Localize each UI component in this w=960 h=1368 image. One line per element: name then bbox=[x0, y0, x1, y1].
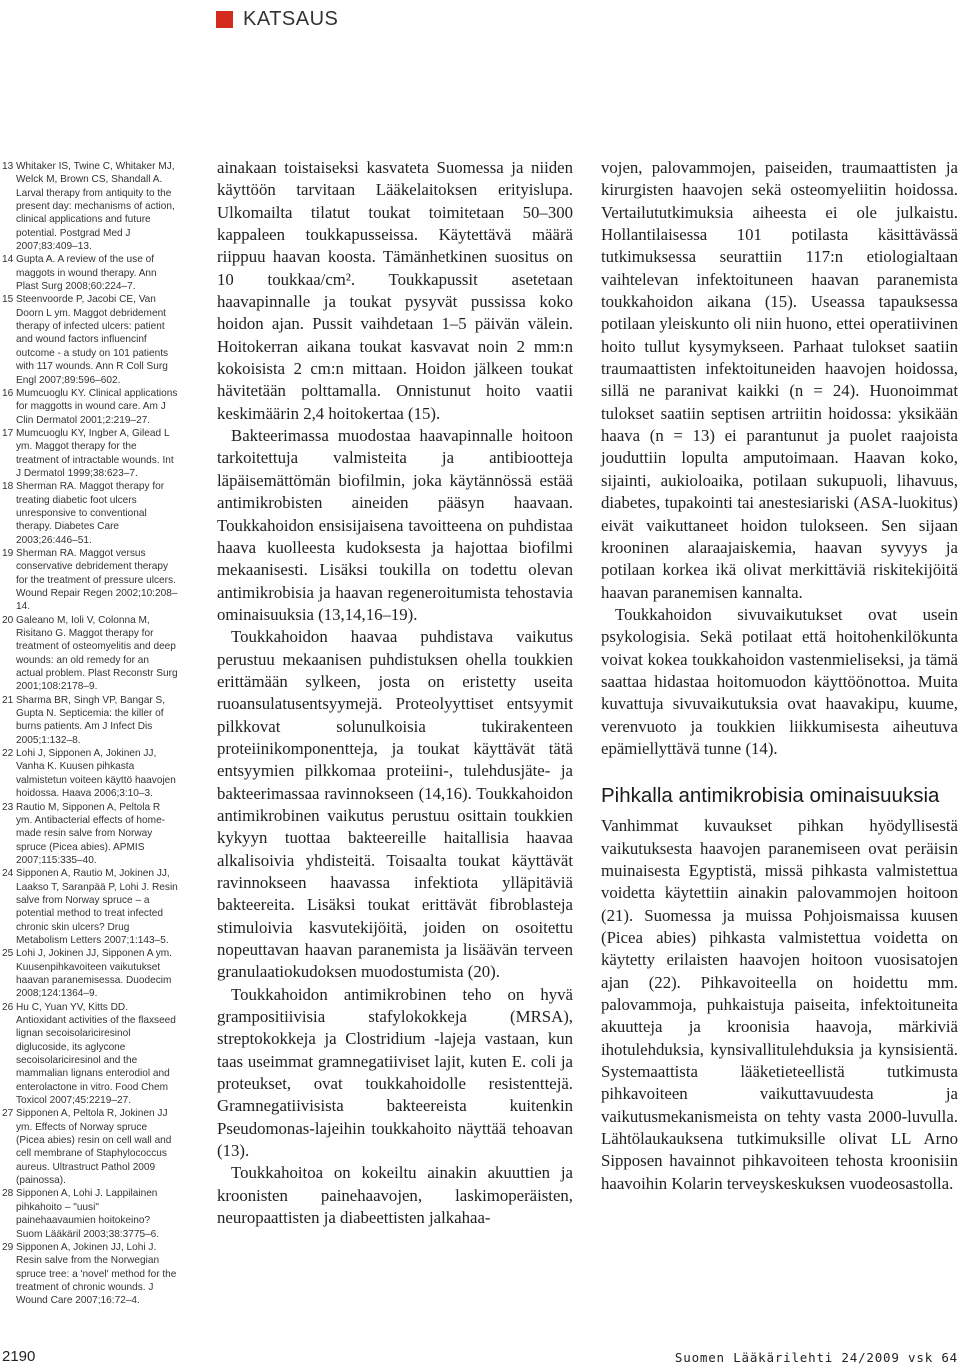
reference-item bbox=[0, 427, 178, 480]
reference-number: 15 bbox=[2, 294, 14, 306]
reference-item bbox=[0, 547, 178, 614]
body-column-1 bbox=[217, 157, 573, 1230]
reference-text: Sipponen A, Lohi J. Lappilainen pihkahoito – "uusi" painehaavaumien hoitokeino? Suom Lääkäril 2003;38:3775–6. bbox=[16, 1188, 160, 1240]
reference-number: 24 bbox=[2, 868, 14, 880]
reference-number: 21 bbox=[2, 694, 14, 706]
reference-number: 20 bbox=[2, 614, 14, 626]
reference-number: 19 bbox=[2, 547, 14, 559]
reference-item bbox=[0, 1001, 178, 1108]
reference-item bbox=[0, 160, 178, 253]
section-subheading: Pihkalla antimikrobisia ominaisuuksia bbox=[601, 784, 940, 808]
reference-text: Mumcuoglu KY. Clinical applications for maggotts in wound care. Am J Clin Dermatol 2001;2:219–27. bbox=[16, 387, 178, 426]
reference-item bbox=[0, 480, 178, 547]
reference-text: Sipponen A, Rautio M, Jokinen JJ, Laakso T, Saranpää P, Lohi J. Resin salve from Norway spruce – a potential method to treat infected chronic skin ulcers? Drug Metabolism Letters 2007;1:143–5. bbox=[16, 868, 178, 946]
journal-footer: Suomen Lääkärilehti 24/2009 vsk 64 bbox=[674, 1350, 958, 1365]
reference-text: Whitaker IS, Twine C, Whitaker MJ, Welck M, Brown CS, Shandall A. Larval therapy from antiquity to the present day: mechanisms of action, clinical applications and future potential. Postgrad Med J 2007;83:409–13. bbox=[16, 161, 175, 253]
reference-text: Sipponen A, Peltola R, Jokinen JJ ym. Effects of Norway spruce (Picea abies) resin on cell wall and cell membrane of Staphylococcus aureus. Ultrastruct Pathol 2009 (painossa). bbox=[16, 1108, 172, 1187]
reference-number: 29 bbox=[2, 1241, 14, 1253]
paragraph: Bakteerimassa muodostaa haavapinnalle hoitoon tarkoitettuja valmisteita ja antibiootteja läpäisemättömän biofilmin, joka käytännössä estää antimikrobisten aineiden pääsyn haavaan. Toukkahoidon ensisijaisena tavoitteena on puhdistaa haava kuolleesta kudoksesta ja hajottaa biofilmi mekaanisesti. Lisäksi toukilla on todettu olevan antimikrobisia ja haavan regeneroitumista tehostavia ominaisuuksia (13,14,16–19). bbox=[217, 426, 573, 624]
reference-item bbox=[0, 1241, 178, 1308]
section-marker bbox=[216, 11, 233, 28]
reference-text: Hu C, Yuan YV, Kitts DD. Antioxidant activities of the flaxseed lignan secoisolariciresinol diglucoside, its aglycone secoisolariciresinol and the mammalian lignans enterodiol and enterolactone in vitro. Food Chem Toxicol 2007;45:2219–27. bbox=[16, 1001, 176, 1107]
reference-list bbox=[0, 160, 178, 1308]
reference-number: 16 bbox=[2, 387, 14, 399]
reference-text: Galeano M, Ioli V, Colonna M, Risitano G. Maggot therapy for treatment of osteomyelitis and deep wounds: an old remedy for an actual problem. Plast Reconstr Surg 2001;108:2178–9. bbox=[16, 614, 178, 693]
reference-number: 25 bbox=[2, 948, 14, 960]
reference-number: 18 bbox=[2, 481, 14, 493]
reference-text: Rautio M, Sipponen A, Peltola R ym. Antibacterial effects of home-made resin salve from Norway spruce (Picea abies). APMIS 2007;115:335–40. bbox=[16, 801, 166, 866]
paragraph: Toukkahoidon sivuvaikutukset ovat usein psykologisia. Sekä potilaat että hoitohenkilökunta voivat kokea toukkahoidon vastenmieliseksi, ja tämä saattaa hidastaa hoitomuodon käyttöönottoa. Muita kuvattuja sivuvaikutuksia ovat haavakipu, kuume, verenvuoto ja toukkien liikkumisesta aiheutuva epämiellyttävä tunne (14). bbox=[601, 604, 958, 758]
reference-item bbox=[0, 1187, 178, 1240]
reference-item bbox=[0, 867, 178, 947]
section-title: KATSAUS bbox=[243, 7, 339, 30]
page-number: 2190 bbox=[2, 1348, 36, 1365]
reference-text: Mumcuoglu KY, Ingber A, Gilead L ym. Maggot therapy for the treatment of intractable wounds. Int J Dermatol 1999;38:623–7. bbox=[16, 427, 174, 479]
reference-text: Sipponen A, Jokinen JJ, Lohi J. Resin salve from the Norwegian spruce tree: a 'novel' method for the treatment of chronic wounds. J Wound Care 2007;16:72–4. bbox=[16, 1241, 177, 1307]
body-column-2 bbox=[601, 157, 958, 1195]
reference-item bbox=[0, 1107, 178, 1187]
reference-item bbox=[0, 694, 178, 747]
reference-number: 17 bbox=[2, 427, 14, 439]
reference-text: Sherman RA. Maggot therapy for treating diabetic foot ulcers unresponsive to conventional therapy. Diabetes Care 2003;26:446–51. bbox=[16, 481, 165, 546]
reference-item bbox=[0, 387, 178, 427]
reference-number: 23 bbox=[2, 801, 14, 813]
reference-text: Lohi J, Jokinen JJ, Sipponen A ym. Kuusenpihkavoiteen vaikutukset haavan paranemisessa. Duodecim 2008;124:1364–9. bbox=[16, 948, 172, 1000]
reference-number: 14 bbox=[2, 254, 14, 266]
paragraph: Toukkahoitoa on kokeiltu ainakin akuuttien ja kroonisten painehaavojen, laskimoperäisten, neuropaattisten ja diabeettisten jalkahaa- bbox=[217, 1163, 573, 1228]
reference-item bbox=[0, 747, 178, 800]
section-header bbox=[216, 6, 338, 32]
paragraph: vojen, palovammojen, paiseiden, traumaattisten ja kirurgisten haavojen sekä osteomyeliitin hoidossa. Vertailututkimuksia aiheesta ei ole julkaistu. Hollantilaisessa 101 potilasta käsittävässä tutkimuksessa seurattiin 117:n etiologialtaan vaihtelevan infektoituneen haavan paranemista toukkahoidon aikana (15). Useassa tapauksessa potilaan yleiskunto oli niin huono, ettei operatiivinen hoito tullut kysymykseen. Parhaat tulokset saatiin traumaattisten infektoituneiden haavojen hoidossa, sillä ne paranivat kaikki (n = 24). Huonoimmat tulokset saatiin septisen artriitin hoidossa: yksikään haava (n = 13) ei parantunut ja puolet raajoista jouduttiin lopulta amputoimaan. Haavan koko, sijainti, aukioloaika, potilaan sukupuoli, lihavuus, diabetes, tupakointi tai anestesiariski (ASA-luokitus) eivät vaikuttaneet hoidon tulokseen. Sen sijaan krooninen alaraajaiskemia, haavan syvyys ja potilaan korkea ikä olivat merkittäviä riskitekijöitä haavan paranemisen kannalta. bbox=[601, 158, 958, 602]
reference-item bbox=[0, 253, 178, 293]
reference-item bbox=[0, 947, 178, 1000]
reference-text: Steenvoorde P, Jacobi CE, Van Doorn L ym. Maggot debridement therapy of infected ulcers: patient and wound factors influencinf outcome - a study on 101 patients with 117 wounds. Ann R Coll Surg Engl 2007;89:596–602. bbox=[16, 294, 169, 386]
reference-text: Sherman RA. Maggot versus conservative debridement therapy for the treatment of pressure ulcers. Wound Repair Regen 2002;10:208–14. bbox=[16, 547, 178, 613]
reference-item bbox=[0, 614, 178, 694]
paragraph: Vanhimmat kuvaukset pihkan hyödyllisestä vaikutuksesta haavojen paranemiseen ovat peräisin muinaisesta Egyptistä, missä pihkasta valmistettua voidetta käytettiin ainakin palovammojen hoitoon (21). Suomessa ja muissa Pohjoismaissa kuusen (Picea abies) pihkasta valmistettua voidetta on käytetty erilaisten haavojen hoitoon vuosisatojen ajan (22). Pihkavoiteella on hoidettu mm. palovammoja, puhkaistuja paiseita, infektoituneita akuutteja ja kroonisia haavoja, märkiviä ihotulehduksia, kynsivallitulehduksia ja kynsisientä. Systemaattista lääketieteellistä tutkimusta pihkavoiteen vaikuttavuudesta ja vaikutusmekanismeista on tehty vasta 2000-luvulla. Lähtölaukauksena tutkimuksille olivat LL Arno Sipposen havainnot pihkavoiteen tehosta kroonisiin haavoihin Kolarin terveyskeskuksen vuodeosastolla. bbox=[601, 816, 958, 1193]
reference-number: 27 bbox=[2, 1108, 14, 1120]
reference-number: 13 bbox=[2, 161, 14, 172]
paragraph: Toukkahoidon antimikrobinen teho on hyvä grampositiivisia stafylokokkeja (MRSA), streptokokkeja ja Clostridium -lajeja vastaan, kun taas useimmat gramnegatiiviset lajit, kuten E. coli ja proteukset, ovat toukkahoidolle resistenttejä. Gramnegatiivisista bakteereista kuitenkin Pseudomonas-lajeihin toukkahoito näyttää tehoavan (13). bbox=[217, 984, 573, 1161]
paragraph: Toukkahoidon haavaa puhdistava vaikutus perustuu mekaanisen puhdistuksen ohella toukkien erittämään sylkeen, josta on eristetty useita ruoansulatusentsyymejä. Proteolyyttiset entsyymit pilkkovat solunulkoisia tukirakenteen proteiinikomponentteja, ja toukat käyttävät tätä entsyymien pilkkomaa proteiini-, tulehdusjäte- ja bakteerimassaa ravinnokseen (14,16). Toukkahoidon antimikrobinen vaikutus perustuu osittain toukkien kykyyn tuottaa bakteereille haitallisia haavaa alkalisoivia yhdisteitä. Toisaalta toukat käyttävät ravinnokseen haavassa infektiota ylläpitäviä bakteereita. Lisäksi toukat erittävät fibroblasteja stimuloivia kasvutekijöitä, joiden on osoitettu nopeuttavan haavan paranemista ja lisäävän terveen granulaatiokudoksen muodostumista (20). bbox=[217, 627, 573, 982]
reference-number: 22 bbox=[2, 748, 14, 760]
reference-item bbox=[0, 801, 178, 868]
reference-number: 28 bbox=[2, 1188, 14, 1200]
reference-item bbox=[0, 293, 178, 386]
reference-text: Lohi J, Sipponen A, Jokinen JJ, Vanha K. Kuusen pihkasta valmistetun voiteen käyttö haavojen hoidossa. Haava 2006;3:10–3. bbox=[16, 748, 176, 800]
reference-text: Gupta A. A review of the use of maggots in wound therapy. Ann Plast Surg 2008;60:224–7. bbox=[16, 254, 157, 293]
paragraph: ainakaan toistaiseksi kasvateta Suomessa ja niiden käyttöön tarvitaan Lääkelaitoksen erityislupa. Ulkomailta tilatut toukat toimitetaan 50–300 kappaleen toukkapusseissa. Käytettävä määrä riippuu haavan koosta. Tämänhetkinen suositus on 10 toukkaa/cm². Toukkapussit asetetaan haavapinnalle ja toukat pysyvät pussissa koko hoidon ajan. Pussit vaihdetaan 1–5 päivän välein. Hoitokerran aikana toukat kasvavat noin 2 mm:n kokoisista 2 cm:n mittaan. Hoidon jälkeen toukat hävitetään polttamalla. Onnistunut hoito vaatii keskimäärin 2,4 hoitokertaa (15). bbox=[217, 158, 573, 423]
reference-text: Sharma BR, Singh VP, Bangar S, Gupta N. Septicemia: the killer of burns patients. Am J Infect Dis 2005;1:132–8. bbox=[16, 694, 166, 746]
reference-number: 26 bbox=[2, 1001, 14, 1013]
